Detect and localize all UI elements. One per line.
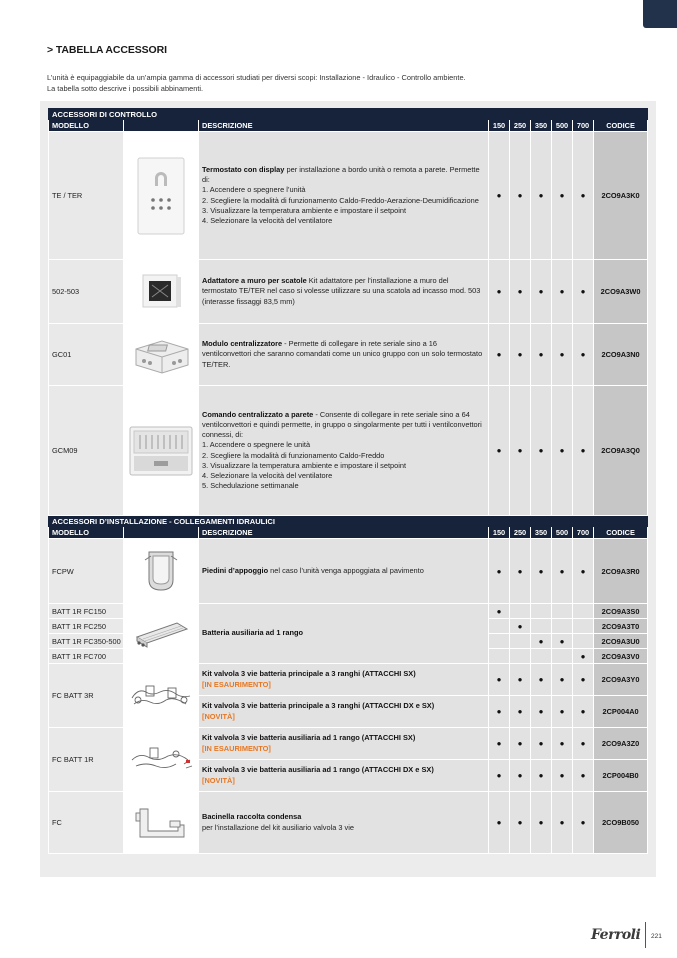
availability-dot: ●: [531, 696, 552, 728]
availability-dot: ●: [489, 728, 510, 760]
col-size: 350: [531, 527, 552, 539]
col-size: 150: [489, 120, 510, 132]
table-row: [49, 260, 648, 324]
availability-dot: ●: [573, 696, 594, 728]
corner-tab: [643, 0, 677, 28]
model-cell: BATT 1R FC250: [49, 619, 124, 634]
availability-dot: ●: [489, 386, 510, 516]
code-cell: 2CO9A3V0: [594, 649, 648, 664]
desc-title: Modulo centralizzatore: [202, 339, 283, 349]
code-cell: 2CO9A3T0: [594, 619, 648, 634]
availability-empty: [531, 619, 552, 634]
code-cell: 2CO9A3Z0: [594, 728, 648, 760]
desc-title: Kit valvola 3 vie batteria principale a 3 ranghi (ATTACCHI DX e SX): [202, 701, 435, 711]
section-title: ACCESSORI D’INSTALLAZIONE - COLLEGAMENTI IDRAULICI: [49, 516, 648, 527]
description-cell: [199, 539, 489, 604]
ferroli-logo: Ferroli: [591, 927, 641, 943]
desc-line: 2. Scegliere la modalità di funzionamento Caldo-Freddo-Aerazione-Deumidificazione: [202, 195, 479, 205]
availability-empty: [510, 649, 531, 664]
desc-text: per installazione a bordo unità o remota a parete. Permette di:: [202, 164, 480, 185]
availability-empty: [552, 619, 573, 634]
table-row: [49, 386, 648, 516]
availability-dot: ●: [531, 664, 552, 696]
col-size: 500: [552, 527, 573, 539]
availability-dot: ●: [531, 792, 552, 854]
description-cell: [199, 324, 489, 386]
availability-dot: ●: [489, 324, 510, 386]
model-cell: GCM09: [49, 386, 124, 516]
desc-text: - Permette di collegare in rete seriale sino a 16 ventilconvettori che saranno comandati come un unico gruppo con un solo termostato TE/TER.: [202, 339, 483, 369]
availability-dot: ●: [531, 260, 552, 324]
availability-dot: ●: [573, 386, 594, 516]
availability-dot: ●: [552, 728, 573, 760]
availability-empty: [573, 619, 594, 634]
availability-dot: ●: [510, 760, 531, 792]
condensate-tray-icon: [124, 792, 199, 854]
desc-text: per l’installazione del kit ausiliario valvola 3 vie: [202, 822, 354, 832]
code-cell: 2CO9A3Q0: [594, 386, 648, 516]
desc-line: 3. Visualizzare la temperatura ambiente e impostare il setpoint: [202, 205, 407, 215]
availability-dot: ●: [552, 386, 573, 516]
model-cell: BATT 1R FC700: [49, 649, 124, 664]
model-cell: FC: [49, 792, 124, 854]
desc-title: Kit valvola 3 vie batteria ausiliaria ad 1 rango (ATTACCHI DX e SX): [202, 765, 434, 775]
availability-dot: ●: [489, 260, 510, 324]
col-size: 700: [573, 120, 594, 132]
col-model: MODELLO: [49, 527, 124, 539]
model-cell: GC01: [49, 324, 124, 386]
model-cell: FC BATT 3R: [49, 664, 124, 728]
availability-dot: ●: [531, 539, 552, 604]
availability-empty: [573, 604, 594, 619]
auxiliary-coil-icon: [124, 604, 199, 664]
availability-empty: [510, 604, 531, 619]
intro-line-1: L’unità è equipaggiabile da un’ampia gamma di accessori studiati per diversi scopi: Installazione - Idraulico - Controllo ambiente.: [47, 73, 466, 82]
availability-dot: ●: [573, 760, 594, 792]
availability-empty: [510, 634, 531, 649]
availability-empty: [573, 634, 594, 649]
availability-dot: ●: [552, 132, 573, 260]
intro-text: [47, 73, 466, 94]
availability-dot: ●: [489, 604, 510, 619]
desc-title: Batteria ausiliaria ad 1 rango: [202, 628, 304, 638]
code-cell: 2CO9A3R0: [594, 539, 648, 604]
table-row: [49, 324, 648, 386]
description-cell: [199, 386, 489, 516]
column-header-row: [49, 527, 648, 539]
availability-dot: ●: [573, 539, 594, 604]
code-cell: 2CO9A3W0: [594, 260, 648, 324]
desc-text: - Consente di collegare in rete seriale sino a 64 ventilconvettori e quindi permette, in gruppo o singolarmente per tutti i ventilconvettori connessi, di:: [202, 409, 482, 440]
description-cell: [199, 132, 489, 260]
availability-empty: [489, 619, 510, 634]
availability-dot: ●: [531, 634, 552, 649]
availability-dot: ●: [531, 324, 552, 386]
col-size: 250: [510, 527, 531, 539]
model-cell: FC BATT 1R: [49, 728, 124, 792]
table-row: [49, 664, 648, 696]
description-cell: [199, 792, 489, 854]
model-cell: TE / TER: [49, 132, 124, 260]
code-cell: 2CP004B0: [594, 760, 648, 792]
wall-adapter-icon: [124, 260, 199, 324]
availability-dot: ●: [552, 792, 573, 854]
code-cell: 2CO9A3S0: [594, 604, 648, 619]
availability-dot: ●: [489, 664, 510, 696]
availability-dot: ●: [573, 664, 594, 696]
desc-title: Adattatore a muro per scatole: [202, 276, 307, 286]
section-header-control: [49, 109, 648, 120]
status-badge: [NOVITÀ]: [202, 775, 235, 785]
col-code: CODICE: [594, 527, 648, 539]
description-cell: [199, 260, 489, 324]
intro-line-2: La tabella sotto descrive i possibili abbinamenti.: [47, 83, 204, 93]
code-cell: 2CO9A3U0: [594, 634, 648, 649]
desc-line: 4. Selezionare la velocità del ventilatore: [202, 215, 333, 225]
page-title: > TABELLA ACCESSORI: [47, 44, 167, 56]
availability-dot: ●: [573, 260, 594, 324]
availability-empty: [489, 649, 510, 664]
availability-dot: ●: [552, 324, 573, 386]
desc-title: Kit valvola 3 vie batteria ausiliaria ad 1 rango (ATTACCHI SX): [202, 733, 416, 743]
model-cell: 502-503: [49, 260, 124, 324]
table-row: [49, 132, 648, 260]
desc-line: 4. Selezionare la velocità del ventilatore: [202, 470, 333, 480]
code-cell: 2CO9A3N0: [594, 324, 648, 386]
description-cell: [199, 664, 489, 696]
availability-empty: [531, 649, 552, 664]
availability-empty: [552, 604, 573, 619]
col-description: DESCRIZIONE: [199, 120, 489, 132]
col-size: 350: [531, 120, 552, 132]
code-cell: 2CO9A3Y0: [594, 664, 648, 696]
desc-line: 5. Schedulazione settimanale: [202, 481, 299, 491]
availability-dot: ●: [531, 386, 552, 516]
description-cell: [199, 604, 489, 664]
availability-dot: ●: [552, 260, 573, 324]
central-module-icon: [124, 324, 199, 386]
col-code: CODICE: [594, 120, 648, 132]
col-model: MODELLO: [49, 120, 124, 132]
col-description: DESCRIZIONE: [199, 527, 489, 539]
accessories-table: [48, 108, 648, 854]
col-size: 500: [552, 120, 573, 132]
col-image: [124, 527, 199, 539]
availability-dot: ●: [531, 760, 552, 792]
availability-dot: ●: [573, 649, 594, 664]
desc-text: nel caso l’unità venga appoggiata al pavimento: [268, 565, 424, 575]
code-cell: 2CP004A0: [594, 696, 648, 728]
availability-dot: ●: [510, 696, 531, 728]
desc-title: Kit valvola 3 vie batteria principale a 3 ranghi (ATTACCHI SX): [202, 669, 416, 679]
status-badge: [IN ESAURIMENTO]: [202, 679, 271, 689]
availability-dot: ●: [510, 539, 531, 604]
col-size: 150: [489, 527, 510, 539]
availability-dot: ●: [489, 132, 510, 260]
section-title: ACCESSORI DI CONTROLLO: [49, 109, 648, 120]
desc-title: Termostato con display: [202, 164, 285, 174]
status-badge: [IN ESAURIMENTO]: [202, 743, 271, 753]
availability-dot: ●: [510, 728, 531, 760]
support-feet-icon: [124, 539, 199, 604]
table-row: [49, 728, 648, 760]
availability-dot: ●: [573, 324, 594, 386]
availability-dot: ●: [573, 792, 594, 854]
status-badge: [NOVITÀ]: [202, 711, 235, 721]
availability-dot: ●: [489, 696, 510, 728]
availability-dot: ●: [510, 324, 531, 386]
table-row: [49, 604, 648, 619]
availability-empty: [531, 604, 552, 619]
availability-dot: ●: [573, 132, 594, 260]
valve-kit-3r-icon: [124, 664, 199, 728]
availability-dot: ●: [510, 664, 531, 696]
model-cell: BATT 1R FC150: [49, 604, 124, 619]
availability-dot: ●: [510, 132, 531, 260]
availability-dot: ●: [573, 728, 594, 760]
desc-line: 3. Visualizzare la temperatura ambiente e impostare il setpoint: [202, 460, 407, 470]
availability-dot: ●: [510, 260, 531, 324]
page-number: 221: [651, 933, 662, 940]
valve-kit-1r-icon: [124, 728, 199, 792]
desc-line: 1. Accendere o spegnere le unità: [202, 440, 311, 450]
column-header-row: [49, 120, 648, 132]
availability-dot: ●: [552, 760, 573, 792]
desc-title: Comando centralizzato a parete: [202, 409, 314, 419]
code-cell: 2CO9B050: [594, 792, 648, 854]
availability-dot: ●: [552, 696, 573, 728]
code-cell: 2CO9A3K0: [594, 132, 648, 260]
desc-text: Kit adattatore per l’installazione a muro del termostato TE/TER nel caso si volesse utilizzare su una scatola ad incasso mod. 503 (interasse fissaggi 83,5 mm): [202, 276, 481, 306]
table-row: [49, 792, 648, 854]
central-wall-control-icon: [124, 386, 199, 516]
availability-dot: ●: [531, 132, 552, 260]
table-row: [49, 539, 648, 604]
availability-empty: [552, 649, 573, 664]
desc-line: 1. Accendere o spegnere l’unità: [202, 185, 306, 195]
availability-dot: ●: [489, 792, 510, 854]
thermostat-display-icon: [124, 132, 199, 260]
col-image: [124, 120, 199, 132]
availability-dot: ●: [552, 539, 573, 604]
description-cell: [199, 728, 489, 760]
section-header-install: [49, 516, 648, 527]
desc-title: Piedini d’appoggio: [202, 565, 269, 575]
col-size: 700: [573, 527, 594, 539]
model-cell: FCPW: [49, 539, 124, 604]
availability-empty: [489, 634, 510, 649]
availability-dot: ●: [510, 386, 531, 516]
availability-dot: ●: [510, 792, 531, 854]
availability-dot: ●: [489, 760, 510, 792]
model-cell: BATT 1R FC350-500: [49, 634, 124, 649]
availability-dot: ●: [531, 728, 552, 760]
availability-dot: ●: [552, 634, 573, 649]
divider: [645, 922, 646, 948]
desc-line: 2. Scegliere la modalità di funzionamento Caldo-Freddo: [202, 450, 385, 460]
description-cell: [199, 760, 489, 792]
availability-dot: ●: [552, 664, 573, 696]
desc-title: Bacinella raccolta condensa: [202, 812, 302, 822]
availability-dot: ●: [489, 539, 510, 604]
description-cell: [199, 696, 489, 728]
availability-dot: ●: [510, 619, 531, 634]
col-size: 250: [510, 120, 531, 132]
